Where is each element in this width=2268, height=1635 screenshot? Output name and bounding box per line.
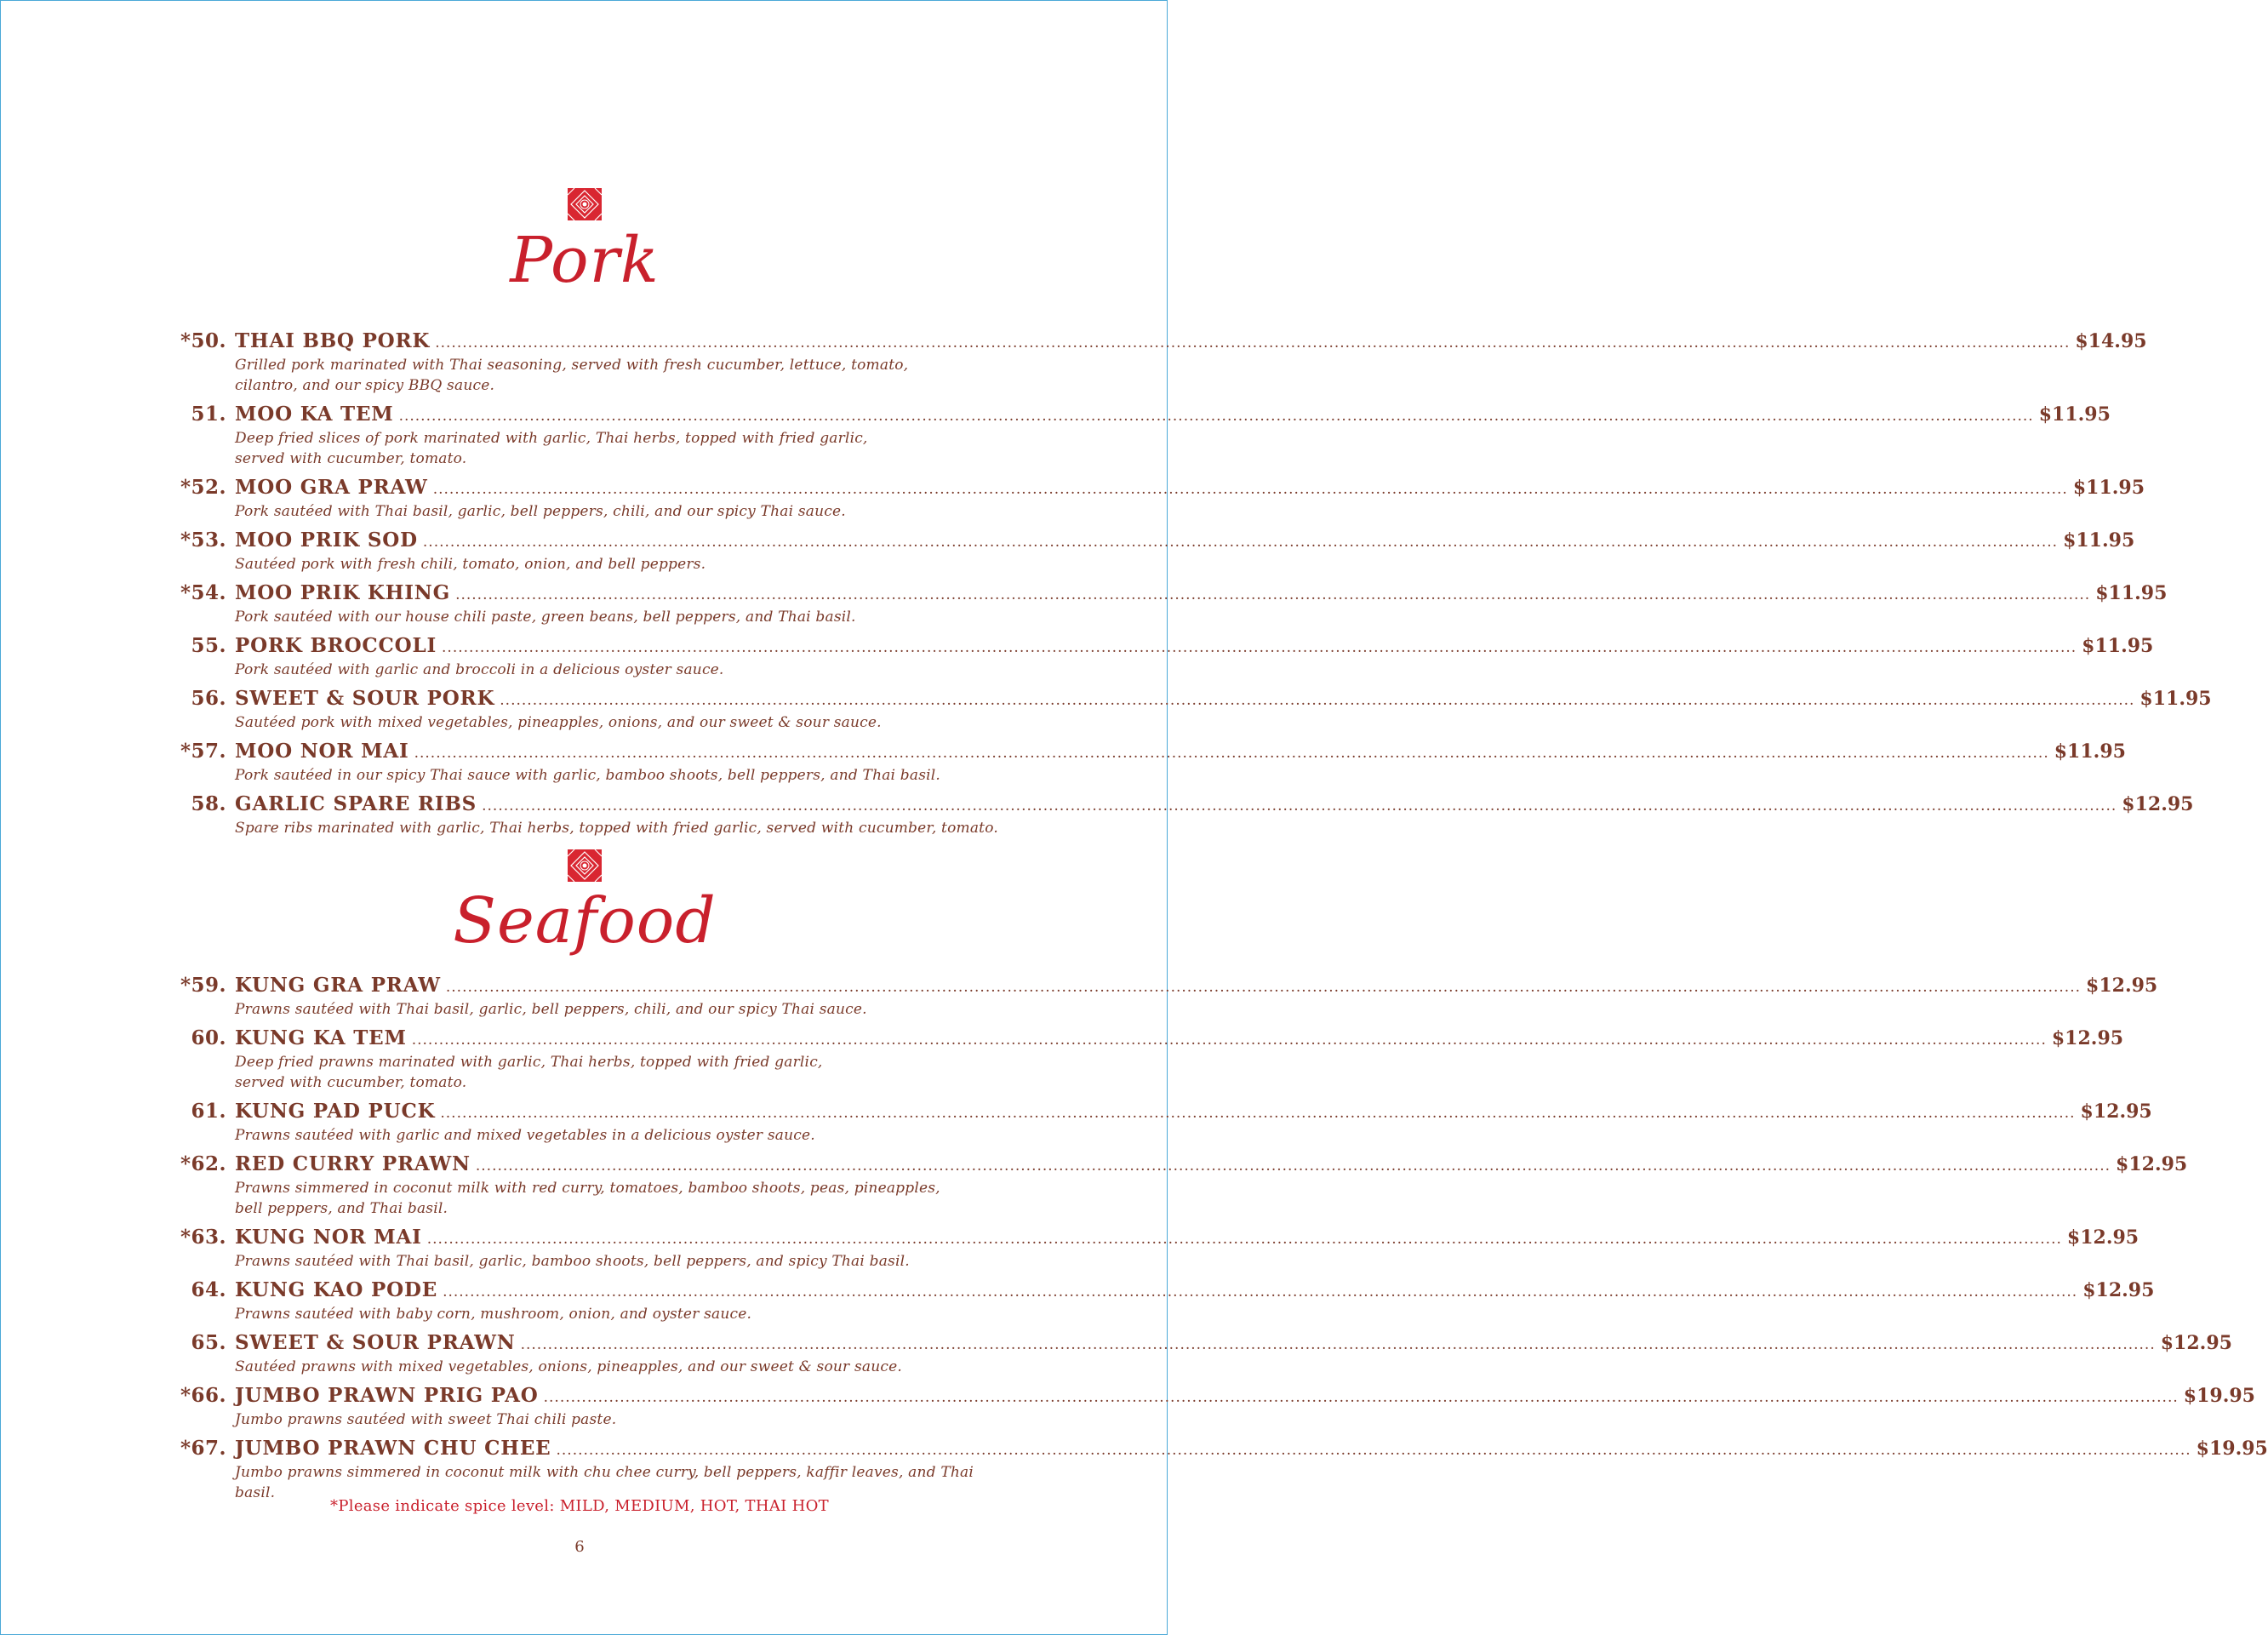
menu-item-header — [1, 581, 2168, 607]
item-number: 56. — [191, 687, 226, 710]
item-price: $12.95 — [2122, 793, 2194, 815]
menu-item — [1, 634, 2154, 680]
item-line — [235, 687, 2212, 710]
item-price: $12.95 — [2116, 1153, 2188, 1175]
item-line — [235, 634, 2154, 657]
item-line — [235, 1331, 2232, 1354]
menu-item-header — [1, 529, 2135, 554]
item-price: $19.95 — [2196, 1438, 2268, 1460]
item-price: $11.95 — [2072, 477, 2145, 499]
item-description: served with cucumber, tomato. — [235, 450, 467, 467]
item-price: $12.95 — [2082, 1279, 2155, 1301]
menu-item-header — [1, 403, 2111, 428]
dot-leader: ............................................................................................................................................................................................................................................................................................................ — [475, 1158, 2111, 1175]
menu-item — [1, 792, 2194, 838]
item-description: Pork sautéed with garlic and broccoli in a delicious oyster sauce. — [235, 661, 724, 678]
item-description: Sautéed pork with fresh chili, tomato, onion, and bell peppers. — [235, 556, 706, 573]
menu-item — [1, 1384, 2255, 1430]
item-number: *62. — [180, 1152, 226, 1175]
item-price: $11.95 — [2139, 688, 2212, 710]
menu-item-header — [1, 1026, 2124, 1052]
item-line — [235, 581, 2168, 604]
dot-leader: ............................................................................................................................................................................................................................................................................................................ — [443, 1283, 2078, 1301]
item-name: MOO KA TEM — [235, 403, 394, 426]
item-price: $14.95 — [2075, 330, 2147, 352]
item-price: $11.95 — [2095, 582, 2168, 604]
menu-item-header — [1, 1100, 2152, 1125]
thai-diamond-pattern-icon — [568, 188, 602, 220]
item-line — [235, 403, 2111, 426]
dot-leader: ............................................................................................................................................................................................................................................................................................................ — [414, 745, 2049, 762]
item-number: *53. — [180, 529, 226, 552]
item-description: Sautéed pork with mixed vegetables, pineapples, onions, and our sweet & sour sauce. — [235, 714, 882, 731]
menu-item — [1, 476, 2145, 522]
item-line — [235, 1384, 2255, 1407]
menu-item-header — [1, 1437, 2268, 1462]
item-name: MOO PRIK KHING — [235, 581, 451, 604]
pork-item-list — [1, 329, 2212, 845]
item-number: *59. — [180, 974, 226, 997]
item-number: 65. — [191, 1331, 226, 1354]
menu-item-header — [1, 634, 2154, 660]
item-price: $12.95 — [2086, 975, 2158, 997]
dot-leader: ............................................................................................................................................................................................................................................................................................................ — [435, 334, 2071, 352]
menu-item — [1, 1152, 2188, 1219]
item-line — [235, 1278, 2155, 1301]
dot-leader: ............................................................................................................................................................................................................................................................................................................ — [432, 481, 2068, 498]
section-title-seafood: Seafood — [453, 884, 717, 958]
item-name: KUNG PAD PUCK — [235, 1100, 436, 1123]
menu-item-header — [1, 1331, 2232, 1357]
menu-item — [1, 1226, 2139, 1272]
item-description: Deep fried prawns marinated with garlic, Thai herbs, topped with fried garlic, — [235, 1054, 823, 1071]
item-number: 64. — [191, 1278, 226, 1301]
item-price: $12.95 — [2051, 1027, 2124, 1049]
item-name: KUNG KA TEM — [235, 1026, 407, 1049]
item-price: $11.95 — [2054, 740, 2126, 763]
menu-item — [1, 687, 2212, 733]
section-title-pork: Pork — [510, 224, 660, 297]
item-description: Sautéed prawns with mixed vegetables, onions, pineapples, and our sweet & sour sauce. — [235, 1358, 902, 1375]
item-number: *66. — [180, 1384, 226, 1407]
menu-item — [1, 740, 2126, 786]
item-name: KUNG KAO PODE — [235, 1278, 438, 1301]
item-description: Prawns sautéed with Thai basil, garlic, bell peppers, chili, and our spicy Thai sauce. — [235, 1001, 867, 1018]
thai-diamond-pattern-icon — [568, 849, 602, 882]
item-price: $12.95 — [2080, 1100, 2152, 1123]
item-line — [235, 1226, 2139, 1249]
item-name: SWEET & SOUR PORK — [235, 687, 495, 710]
item-number: *54. — [180, 581, 226, 604]
item-line — [235, 476, 2145, 499]
menu-item-header — [1, 687, 2212, 712]
dot-leader: ............................................................................................................................................................................................................................................................................................................ — [520, 1336, 2156, 1353]
menu-item — [1, 1026, 2124, 1093]
menu-item — [1, 1278, 2155, 1324]
menu-item-header — [1, 1152, 2188, 1178]
dot-leader: ............................................................................................................................................................................................................................................................................................................ — [426, 1231, 2062, 1248]
dot-leader: ............................................................................................................................................................................................................................................................................................................ — [556, 1442, 2191, 1459]
menu-item — [1, 1100, 2152, 1146]
dot-leader: ............................................................................................................................................................................................................................................................................................................ — [440, 1105, 2076, 1122]
menu-item-header — [1, 329, 2147, 355]
item-name: SWEET & SOUR PRAWN — [235, 1331, 516, 1354]
item-line — [235, 792, 2194, 815]
item-name: MOO PRIK SOD — [235, 529, 418, 552]
item-number: *52. — [180, 476, 226, 499]
item-number: 60. — [191, 1026, 226, 1049]
item-line — [235, 740, 2126, 763]
item-description: Pork sautéed with Thai basil, garlic, bell peppers, chili, and our spicy Thai sauce. — [235, 503, 846, 520]
item-line — [235, 329, 2147, 352]
item-description: Jumbo prawns simmered in coconut milk with chu chee curry, bell peppers, kaffir leaves, and Thai basil. — [235, 1464, 974, 1501]
item-price: $19.95 — [2183, 1385, 2255, 1407]
item-description: bell peppers, and Thai basil. — [235, 1200, 448, 1217]
item-number: *63. — [180, 1226, 226, 1249]
item-name: KUNG NOR MAI — [235, 1226, 422, 1249]
item-description: Spare ribs marinated with garlic, Thai herbs, topped with fried garlic, served with cucumber, tomato. — [235, 820, 998, 837]
spice-level-note: *Please indicate spice level: MILD, MEDIUM, HOT, THAI HOT — [330, 1497, 829, 1515]
item-price: $12.95 — [2160, 1332, 2232, 1354]
item-price: $11.95 — [2082, 635, 2154, 657]
item-number: 61. — [191, 1100, 226, 1123]
item-line — [235, 974, 2158, 997]
dot-leader: ............................................................................................................................................................................................................................................................................................................ — [500, 692, 2135, 709]
item-name: JUMBO PRAWN PRIG PAO — [235, 1384, 539, 1407]
menu-item — [1, 329, 2147, 396]
item-line — [235, 1026, 2124, 1049]
menu-item-header — [1, 1226, 2139, 1251]
menu-item-header — [1, 974, 2158, 999]
dot-leader: ............................................................................................................................................................................................................................................................................................................ — [482, 797, 2117, 815]
menu-item-header — [1, 1384, 2255, 1409]
item-description: Jumbo prawns sautéed with sweet Thai chili paste. — [235, 1411, 617, 1428]
dot-leader: ............................................................................................................................................................................................................................................................................................................ — [455, 586, 2091, 603]
item-line — [235, 1437, 2268, 1460]
seafood-item-list — [1, 974, 2268, 1510]
item-description: Prawns sautéed with garlic and mixed vegetables in a delicious oyster sauce. — [235, 1127, 815, 1144]
item-name: JUMBO PRAWN CHU CHEE — [235, 1437, 551, 1460]
item-description: Grilled pork marinated with Thai seasoning, served with fresh cucumber, lettuce, tomato, — [235, 357, 909, 374]
menu-item-header — [1, 1278, 2155, 1304]
item-description: Prawns sautéed with Thai basil, garlic, bamboo shoots, bell peppers, and spicy Thai basil. — [235, 1253, 910, 1270]
item-description: cilantro, and our spicy BBQ sauce. — [235, 377, 495, 394]
item-line — [235, 1152, 2188, 1175]
item-name: KUNG GRA PRAW — [235, 974, 441, 997]
item-number: 55. — [191, 634, 226, 657]
menu-item-header — [1, 476, 2145, 501]
item-name: MOO NOR MAI — [235, 740, 409, 763]
dot-leader: ............................................................................................................................................................................................................................................................................................................ — [445, 979, 2082, 996]
dot-leader: ............................................................................................................................................................................................................................................................................................................ — [422, 534, 2059, 551]
menu-item — [1, 529, 2135, 575]
item-price: $11.95 — [2038, 403, 2111, 426]
item-description: served with cucumber, tomato. — [235, 1074, 467, 1091]
menu-item — [1, 581, 2168, 627]
item-description: Prawns simmered in coconut milk with red curry, tomatoes, bamboo shoots, peas, pineapples, — [235, 1180, 940, 1197]
item-description: Pork sautéed in our spicy Thai sauce with garlic, bamboo shoots, bell peppers, and Thai basil. — [235, 767, 941, 784]
item-description: Prawns sautéed with baby corn, mushroom, onion, and oyster sauce. — [235, 1306, 752, 1323]
item-description: Pork sautéed with our house chili paste, green beans, bell peppers, and Thai basil. — [235, 609, 856, 626]
item-price: $11.95 — [2063, 529, 2135, 552]
menu-item-header — [1, 740, 2126, 765]
item-number: *67. — [180, 1437, 226, 1460]
item-name: GARLIC SPARE RIBS — [235, 792, 477, 815]
dot-leader: ............................................................................................................................................................................................................................................................................................................ — [543, 1389, 2179, 1406]
item-number: 51. — [191, 403, 226, 426]
item-number: *50. — [180, 329, 226, 352]
dot-leader: ............................................................................................................................................................................................................................................................................................................ — [398, 408, 2034, 425]
menu-item-header — [1, 792, 2194, 818]
menu-item — [1, 403, 2111, 469]
page-number: 6 — [574, 1538, 585, 1556]
item-description: Deep fried slices of pork marinated with garlic, Thai herbs, topped with fried garlic, — [235, 430, 868, 447]
item-number: 58. — [191, 792, 226, 815]
item-name: PORK BROCCOLI — [235, 634, 437, 657]
item-name: RED CURRY PRAWN — [235, 1152, 471, 1175]
item-line — [235, 529, 2135, 552]
item-number: *57. — [180, 740, 226, 763]
item-line — [235, 1100, 2152, 1123]
menu-item — [1, 1331, 2232, 1377]
menu-item — [1, 974, 2158, 1020]
dot-leader: ............................................................................................................................................................................................................................................................................................................ — [442, 639, 2077, 656]
dot-leader: ............................................................................................................................................................................................................................................................................................................ — [411, 1032, 2047, 1049]
menu-item — [1, 1437, 2268, 1503]
item-name: MOO GRA PRAW — [235, 476, 428, 499]
item-price: $12.95 — [2066, 1226, 2139, 1249]
item-name: THAI BBQ PORK — [235, 329, 431, 352]
